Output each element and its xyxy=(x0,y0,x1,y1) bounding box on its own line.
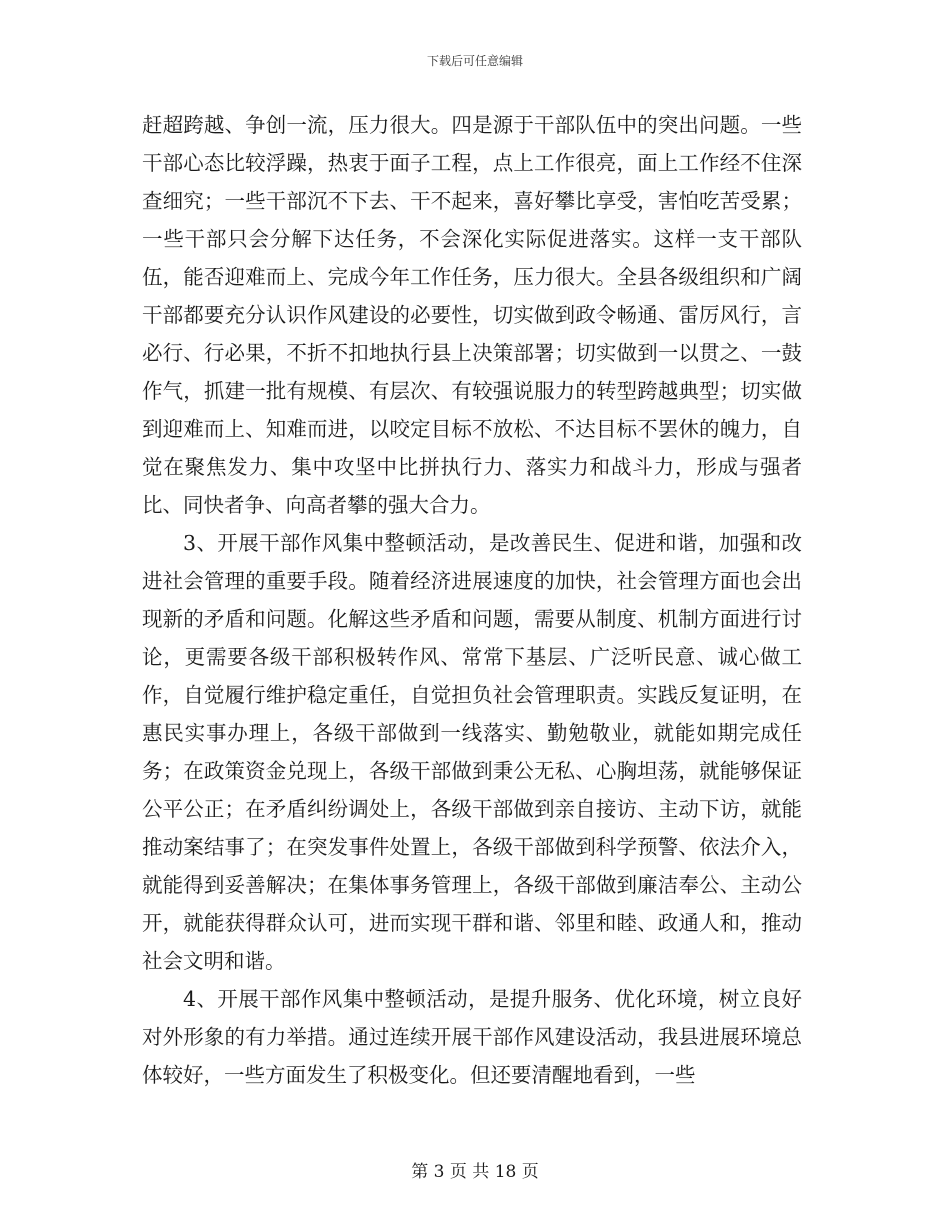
paragraph-item-4: 4、开展干部作风集中整顿活动，是提升服务、优化环境，树立良好对外形象的有力举措。通过连续开展干部作风建设活动，我县进展环境总体较好，一些方面发生了积极变化。但还要清醒地看到，一些 xyxy=(142,987,802,1087)
paragraph-continued: 赶超跨越、争创一流，压力很大。四是源于干部队伍中的突出问题。一些干部心态比较浮躁，热衷于面子工程，点上工作很亮，面上工作经不住深查细究；一些干部沉不下去、干不起来，喜好攀比享受，害怕吃苦受累；一些干部只会分解下达任务，不会深化实际促进落实。这样一支干部队伍，能否迎难而上、完成今年工作任务，压力很大。全县各级组织和广阔干部都要充分认识作风建设的必要性，切实做到政令畅通、雷厉风行，言必行、行必果，不折不扣地执行县上决策部署；切实做到一以贯之、一鼓作气，抓建一批有规模、有层次、有较强说服力的转型跨越典型；切实做到迎难而上、知难而进，以咬定目标不放松、不达目标不罢休的魄力，自觉在聚焦发力、集中攻坚中比拼执行力、落实力和战斗力，形成与强者比、同快者争、向高者攀的强大合力。 xyxy=(142,113,802,517)
paragraph-item-3: 3、开展干部作风集中整顿活动，是改善民生、促进和谐，加强和改进社会管理的重要手段。随着经济进展速度的加快，社会管理方面也会出现新的矛盾和问题。化解这些矛盾和问题，需要从制度、机制方面进行讨论，更需要各级干部积极转作风、常常下基层、广泛听民意、诚心做工作，自觉履行维护稳定重任，自觉担负社会管理职责。实践反复证明，在惠民实事办理上，各级干部做到一线落实、勤勉敬业，就能如期完成任务；在政策资金兑现上，各级干部做到秉公无私、心胸坦荡，就能够保证公平公正；在矛盾纠纷调处上，各级干部做到亲自接访、主动下访，就能推动案结事了；在突发事件处置上，各级干部做到科学预警、依法介入，就能得到妥善解决；在集体事务管理上，各级干部做到廉洁奉公、主动公开，就能获得群众认可，进而实现干群和谐、邻里和睦、政通人和，推动社会文明和谐。 xyxy=(142,531,802,973)
page-header: 下载后可任意编辑 xyxy=(426,54,523,68)
page-footer: 第 3 页 共 18 页 xyxy=(411,1162,539,1182)
document-body xyxy=(142,106,802,1094)
